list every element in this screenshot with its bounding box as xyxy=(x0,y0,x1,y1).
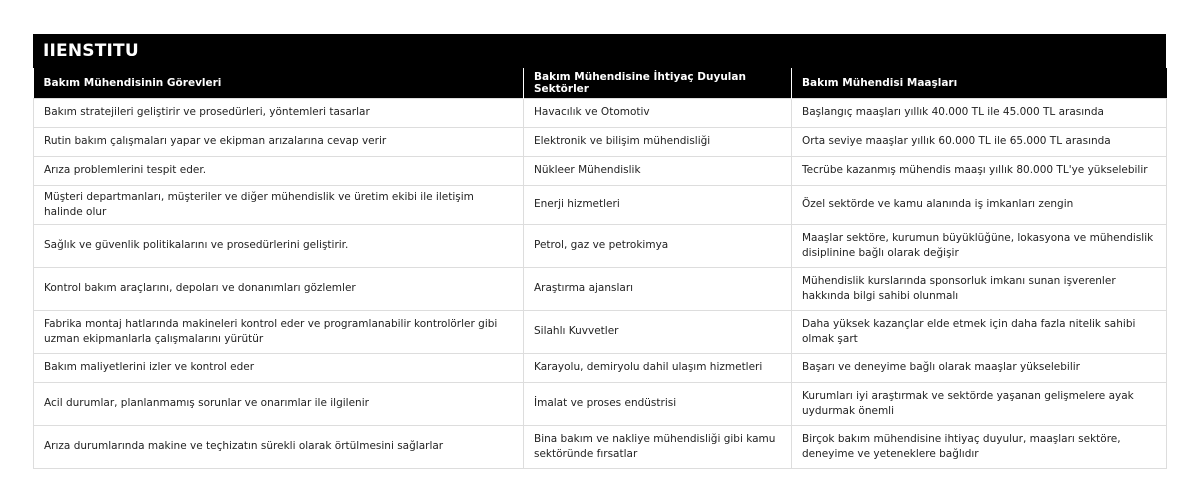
table-cell: İmalat ve proses endüstrisi xyxy=(524,382,792,425)
table-cell: Birçok bakım mühendisine ihtiyaç duyulur, maaşları sektöre, deneyime ve yeteneklere bağlıdır xyxy=(792,425,1167,468)
table-cell: Fabrika montaj hatlarında makineleri kontrol eder ve programlanabilir kontrolörler gibi uzman ekipmanlarla çalışmalarını yürütür xyxy=(34,310,524,353)
table-cell: Elektronik ve bilişim mühendisliği xyxy=(524,127,792,156)
table-row xyxy=(34,425,1167,468)
table-cell: Arıza durumlarında makine ve teçhizatın sürekli olarak örtülmesini sağlarlar xyxy=(34,425,524,468)
table-cell: Karayolu, demiryolu dahil ulaşım hizmetleri xyxy=(524,353,792,382)
table-cell: Kurumları iyi araştırmak ve sektörde yaşanan gelişmelere ayak uydurmak önemli xyxy=(792,382,1167,425)
table-cell: Bina bakım ve nakliye mühendisliği gibi kamu sektöründe fırsatlar xyxy=(524,425,792,468)
table-row xyxy=(34,310,1167,353)
table-row xyxy=(34,267,1167,310)
table-row xyxy=(34,353,1167,382)
table-cell: Tecrübe kazanmış mühendis maaşı yıllık 80.000 TL'ye yükselebilir xyxy=(792,156,1167,185)
table-cell: Araştırma ajansları xyxy=(524,267,792,310)
data-table xyxy=(33,68,1167,469)
table-cell: Daha yüksek kazançlar elde etmek için daha fazla nitelik sahibi olmak şart xyxy=(792,310,1167,353)
table-cell: Kontrol bakım araçlarını, depoları ve donanımları gözlemler xyxy=(34,267,524,310)
table-row xyxy=(34,185,1167,224)
table-cell: Orta seviye maaşlar yıllık 60.000 TL ile 65.000 TL arasında xyxy=(792,127,1167,156)
table-row xyxy=(34,156,1167,185)
table-row xyxy=(34,127,1167,156)
table-cell: Enerji hizmetleri xyxy=(524,185,792,224)
brand-title: IIENSTITU xyxy=(33,34,1166,68)
table-container xyxy=(33,34,1166,469)
table-cell: Sağlık ve güvenlik politikalarını ve prosedürlerini geliştirir. xyxy=(34,224,524,267)
table-cell: Başlangıç maaşları yıllık 40.000 TL ile 45.000 TL arasında xyxy=(792,98,1167,127)
table-row xyxy=(34,382,1167,425)
column-header-salaries: Bakım Mühendisi Maaşları xyxy=(792,68,1167,98)
table-cell: Mühendislik kurslarında sponsorluk imkanı sunan işverenler hakkında bilgi sahibi olunmalı xyxy=(792,267,1167,310)
table-row xyxy=(34,224,1167,267)
table-cell: Acil durumlar, planlanmamış sorunlar ve onarımlar ile ilgilenir xyxy=(34,382,524,425)
table-cell: Bakım maliyetlerini izler ve kontrol eder xyxy=(34,353,524,382)
table-cell: Maaşlar sektöre, kurumun büyüklüğüne, lokasyona ve mühendislik disiplinine bağlı olarak değişir xyxy=(792,224,1167,267)
table-cell: Başarı ve deneyime bağlı olarak maaşlar yükselebilir xyxy=(792,353,1167,382)
table-cell: Bakım stratejileri geliştirir ve prosedürleri, yöntemleri tasarlar xyxy=(34,98,524,127)
table-cell: Silahlı Kuvvetler xyxy=(524,310,792,353)
header-row xyxy=(34,68,1167,98)
table-row xyxy=(34,98,1167,127)
table-cell: Arıza problemlerini tespit eder. xyxy=(34,156,524,185)
table-cell: Özel sektörde ve kamu alanında iş imkanları zengin xyxy=(792,185,1167,224)
table-cell: Havacılık ve Otomotiv xyxy=(524,98,792,127)
column-header-sectors: Bakım Mühendisine İhtiyaç Duyulan Sektörler xyxy=(524,68,792,98)
table-cell: Rutin bakım çalışmaları yapar ve ekipman arızalarına cevap verir xyxy=(34,127,524,156)
table-cell: Müşteri departmanları, müşteriler ve diğer mühendislik ve üretim ekibi ile iletişim halinde olur xyxy=(34,185,524,224)
column-header-duties: Bakım Mühendisinin Görevleri xyxy=(34,68,524,98)
table-cell: Nükleer Mühendislik xyxy=(524,156,792,185)
table-cell: Petrol, gaz ve petrokimya xyxy=(524,224,792,267)
